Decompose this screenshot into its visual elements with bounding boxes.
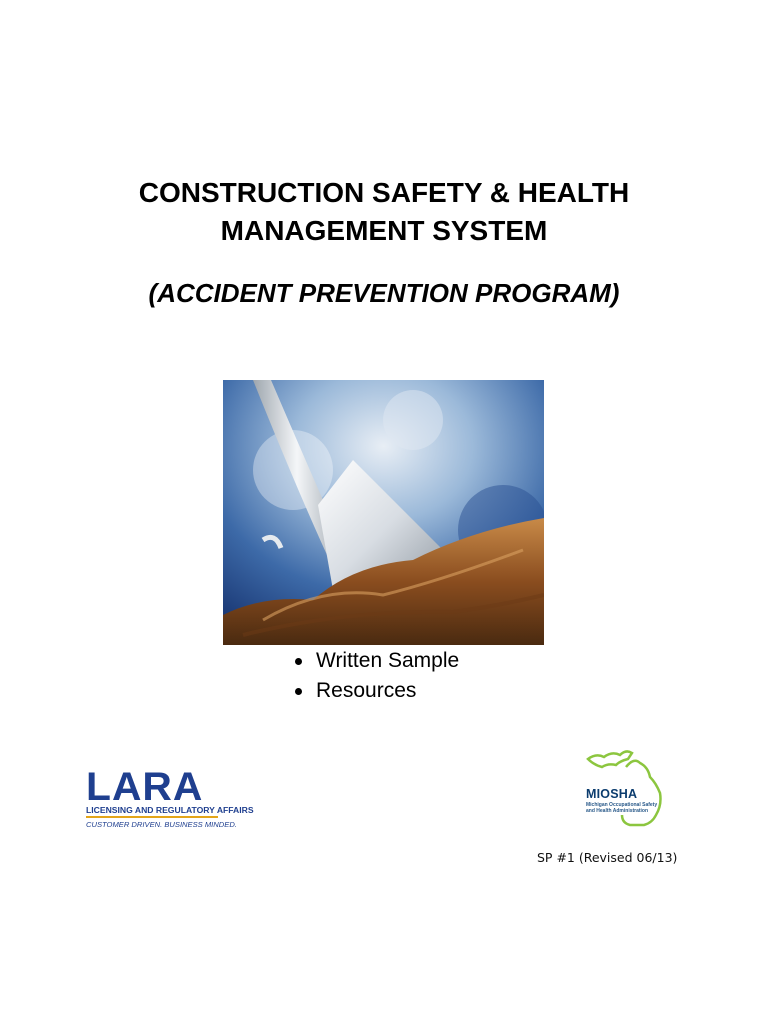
bullet-written-sample: Written Sample: [292, 646, 459, 676]
document-subtitle: (ACCIDENT PREVENTION PROGRAM): [148, 278, 620, 308]
lara-logo-word: LARA: [86, 765, 204, 809]
miosha-logo: [582, 745, 668, 829]
shovel-in-dirt-photo: [223, 380, 544, 645]
title-line-2: MANAGEMENT SYSTEM: [220, 215, 548, 246]
miosha-logo-word: MIOSHA: [586, 787, 638, 801]
lara-logo-line2: CUSTOMER DRIVEN. BUSINESS MINDED.: [86, 820, 237, 829]
lara-logo: [86, 765, 254, 829]
lara-logo-bar: [86, 816, 218, 818]
lara-logo-line1: LICENSING AND REGULATORY AFFAIRS: [86, 805, 254, 815]
bullet-resources: Resources: [292, 676, 459, 706]
title-line-1: CONSTRUCTION SAFETY & HEALTH: [138, 177, 630, 208]
miosha-logo-subtitle: Michigan Occupational Safety and Health Administration: [586, 802, 658, 814]
bullet-list: [292, 646, 459, 706]
document-title: [0, 174, 768, 250]
revision-note: SP #1 (Revised 06/13): [537, 850, 678, 865]
